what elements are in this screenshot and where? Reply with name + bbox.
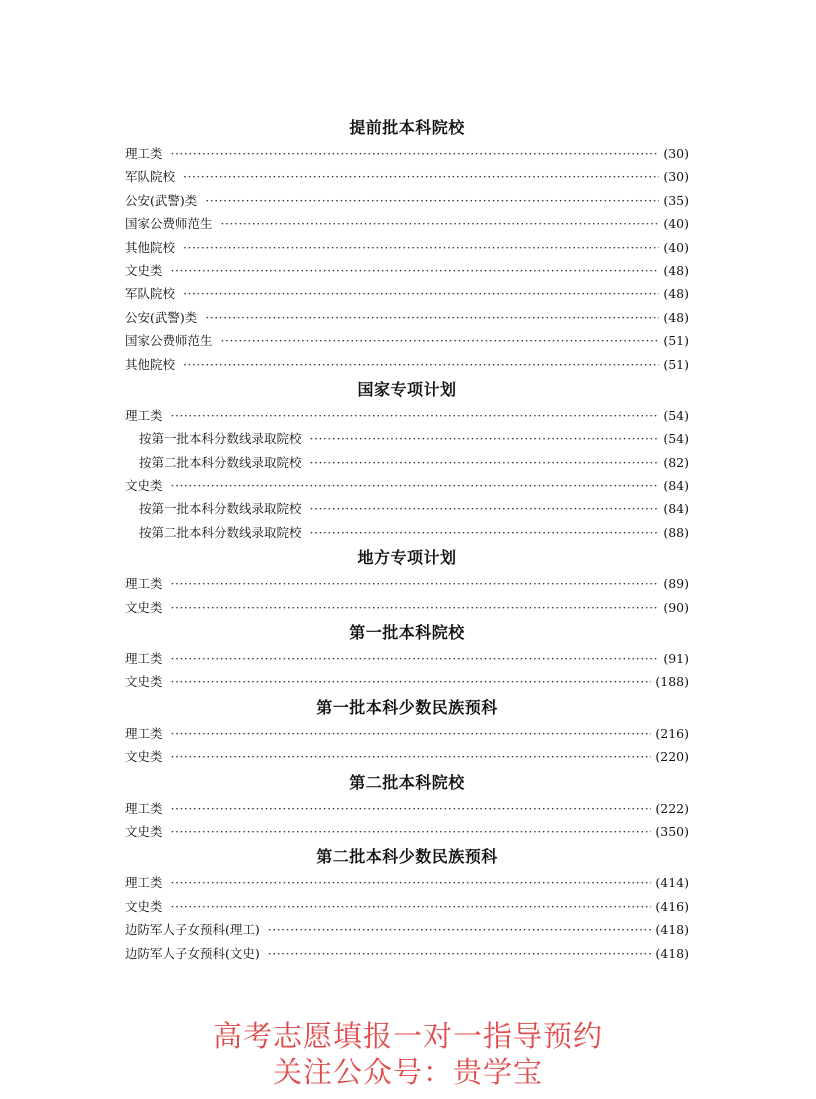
toc-entry-label: 文史类 bbox=[125, 898, 163, 914]
toc-entry-page-number: (84) bbox=[663, 501, 689, 517]
watermark-line-2: 关注公众号：贵学宝 bbox=[272, 1055, 543, 1089]
toc-entry-page-number: (84) bbox=[663, 478, 689, 494]
toc-entry-page-number: (188) bbox=[655, 674, 689, 690]
toc-entry-label: 边防军人子女预科(理工) bbox=[125, 922, 260, 938]
toc-entry-page-number: (220) bbox=[655, 749, 689, 765]
toc-entry-label: 按第一批本科分数线录取院校 bbox=[139, 431, 302, 447]
dot-leader bbox=[171, 596, 660, 619]
toc-entry-page-number: (40) bbox=[663, 216, 689, 232]
toc-entry-label: 按第二批本科分数线录取院校 bbox=[139, 454, 302, 470]
toc-entry-label: 公安(武警)类 bbox=[125, 192, 198, 208]
toc-entry[interactable] bbox=[125, 142, 689, 165]
toc-entry-label: 边防军人子女预科(文史) bbox=[125, 945, 260, 961]
toc-entry-page-number: (48) bbox=[663, 286, 689, 302]
toc-entry-page-number: (30) bbox=[663, 146, 689, 161]
dot-leader bbox=[183, 165, 659, 188]
dot-leader bbox=[171, 647, 660, 670]
toc-entry-page-number: (88) bbox=[663, 524, 689, 540]
toc-entry-page-number: (51) bbox=[663, 356, 689, 372]
toc-entry-label: 公安(武警)类 bbox=[125, 309, 198, 325]
toc-section bbox=[125, 843, 689, 965]
toc-entry-page-number: (30) bbox=[663, 169, 689, 185]
toc-entry[interactable] bbox=[125, 212, 689, 235]
toc-entry-page-number: (51) bbox=[663, 333, 689, 349]
toc-entry[interactable] bbox=[125, 282, 689, 305]
section-title: 提前批本科院校 bbox=[349, 118, 465, 137]
dot-leader bbox=[310, 427, 660, 450]
toc-entry[interactable] bbox=[125, 165, 689, 188]
toc-entry-label: 文史类 bbox=[125, 262, 163, 278]
toc-entry-label: 文史类 bbox=[125, 823, 163, 839]
watermark bbox=[0, 1018, 816, 1090]
dot-leader bbox=[171, 670, 652, 693]
watermark-line-1: 高考志愿填报一对一指导预约 bbox=[212, 1019, 603, 1053]
toc-entry-page-number: (40) bbox=[663, 239, 689, 255]
dot-leader bbox=[171, 404, 660, 427]
toc-entry-label: 国家公费师范生 bbox=[125, 216, 213, 232]
toc-entry-label: 国家公费师范生 bbox=[125, 333, 213, 349]
toc-entry[interactable] bbox=[125, 895, 689, 918]
dot-leader bbox=[205, 189, 659, 212]
toc-entry[interactable] bbox=[125, 404, 689, 427]
toc-entry-page-number: (82) bbox=[663, 454, 689, 470]
toc-entry[interactable] bbox=[125, 820, 689, 843]
toc-entry[interactable] bbox=[125, 918, 689, 941]
toc-section bbox=[125, 769, 689, 844]
toc-entry-page-number: (216) bbox=[655, 725, 689, 741]
toc-entry-page-number: (414) bbox=[655, 875, 689, 891]
toc-entry-page-number: (350) bbox=[655, 823, 689, 839]
toc-entry[interactable] bbox=[125, 596, 689, 619]
toc-entry-label: 理工类 bbox=[125, 146, 163, 161]
toc-entry-page-number: (48) bbox=[663, 262, 689, 278]
toc-entry[interactable] bbox=[125, 647, 689, 670]
dot-leader bbox=[268, 918, 652, 941]
toc-section bbox=[125, 544, 689, 619]
toc-entry-page-number: (54) bbox=[663, 431, 689, 447]
toc-entry-label: 理工类 bbox=[125, 576, 163, 592]
toc-entry-label: 按第二批本科分数线录取院校 bbox=[139, 524, 302, 540]
toc-section bbox=[125, 114, 689, 376]
section-title: 第一批本科少数民族预科 bbox=[316, 697, 498, 717]
toc-entry-page-number: (91) bbox=[663, 651, 689, 667]
dot-leader bbox=[171, 895, 652, 918]
dot-leader bbox=[268, 942, 652, 965]
dot-leader bbox=[221, 212, 660, 235]
dot-leader bbox=[171, 572, 660, 595]
dot-leader bbox=[183, 353, 659, 376]
dot-leader bbox=[171, 745, 652, 768]
toc-section bbox=[125, 694, 689, 769]
dot-leader bbox=[171, 722, 652, 745]
section-title: 地方专项计划 bbox=[357, 548, 457, 568]
toc-entry-page-number: (35) bbox=[663, 192, 689, 208]
section-title: 第二批本科院校 bbox=[349, 772, 465, 792]
toc-entry-page-number: (418) bbox=[655, 922, 689, 938]
dot-leader bbox=[171, 820, 652, 843]
toc-entry[interactable] bbox=[125, 236, 689, 259]
dot-leader bbox=[310, 497, 660, 520]
toc-entry[interactable] bbox=[125, 797, 689, 820]
section-title: 国家专项计划 bbox=[357, 379, 457, 399]
toc-entry[interactable] bbox=[125, 745, 689, 768]
dot-leader bbox=[183, 236, 659, 259]
toc-entry-label: 军队院校 bbox=[125, 169, 176, 185]
toc-entry-label: 文史类 bbox=[125, 674, 163, 690]
toc-entry-label: 文史类 bbox=[125, 599, 163, 615]
dot-leader bbox=[171, 797, 652, 820]
toc-entry[interactable] bbox=[125, 451, 689, 474]
toc-section bbox=[125, 376, 689, 544]
toc-entry-label: 理工类 bbox=[125, 725, 163, 741]
table-of-contents bbox=[125, 114, 689, 965]
toc-entry[interactable] bbox=[125, 722, 689, 745]
section-title: 第二批本科少数民族预科 bbox=[316, 847, 498, 867]
toc-entry-page-number: (416) bbox=[655, 898, 689, 914]
toc-entry-page-number: (54) bbox=[663, 407, 689, 423]
toc-entry-label: 其他院校 bbox=[125, 239, 176, 255]
toc-entry[interactable] bbox=[125, 521, 689, 544]
toc-entry[interactable] bbox=[125, 306, 689, 329]
toc-entry-label: 理工类 bbox=[125, 651, 163, 667]
section-title: 第一批本科院校 bbox=[349, 623, 465, 643]
dot-leader bbox=[221, 329, 660, 352]
toc-entry[interactable] bbox=[125, 497, 689, 520]
toc-entry-page-number: (418) bbox=[655, 945, 689, 961]
toc-entry-label: 理工类 bbox=[125, 407, 163, 423]
toc-entry-label: 按第一批本科分数线录取院校 bbox=[139, 501, 302, 517]
toc-entry-page-number: (48) bbox=[663, 309, 689, 325]
toc-entry[interactable] bbox=[125, 189, 689, 212]
dot-leader bbox=[310, 521, 660, 544]
toc-entry-label: 理工类 bbox=[125, 875, 163, 891]
toc-entry-label: 军队院校 bbox=[125, 286, 176, 302]
dot-leader bbox=[171, 259, 660, 282]
toc-entry[interactable] bbox=[125, 572, 689, 595]
toc-section bbox=[125, 619, 689, 694]
toc-entry[interactable] bbox=[125, 670, 689, 693]
dot-leader bbox=[171, 474, 660, 497]
toc-entry-page-number: (90) bbox=[663, 599, 689, 615]
toc-entry-page-number: (89) bbox=[663, 576, 689, 592]
dot-leader bbox=[171, 871, 652, 894]
toc-entry[interactable] bbox=[125, 871, 689, 894]
toc-entry-label: 其他院校 bbox=[125, 356, 176, 372]
dot-leader bbox=[310, 451, 660, 474]
toc-entry-label: 文史类 bbox=[125, 749, 163, 765]
toc-entry[interactable] bbox=[125, 942, 689, 965]
dot-leader bbox=[183, 282, 659, 305]
toc-entry[interactable] bbox=[125, 427, 689, 450]
toc-entry[interactable] bbox=[125, 474, 689, 497]
toc-entry-page-number: (222) bbox=[655, 800, 689, 816]
toc-entry[interactable] bbox=[125, 353, 689, 376]
toc-entry-label: 文史类 bbox=[125, 478, 163, 494]
toc-entry[interactable] bbox=[125, 329, 689, 352]
toc-entry[interactable] bbox=[125, 259, 689, 282]
dot-leader bbox=[205, 306, 659, 329]
dot-leader bbox=[171, 142, 660, 165]
toc-entry-label: 理工类 bbox=[125, 800, 163, 816]
